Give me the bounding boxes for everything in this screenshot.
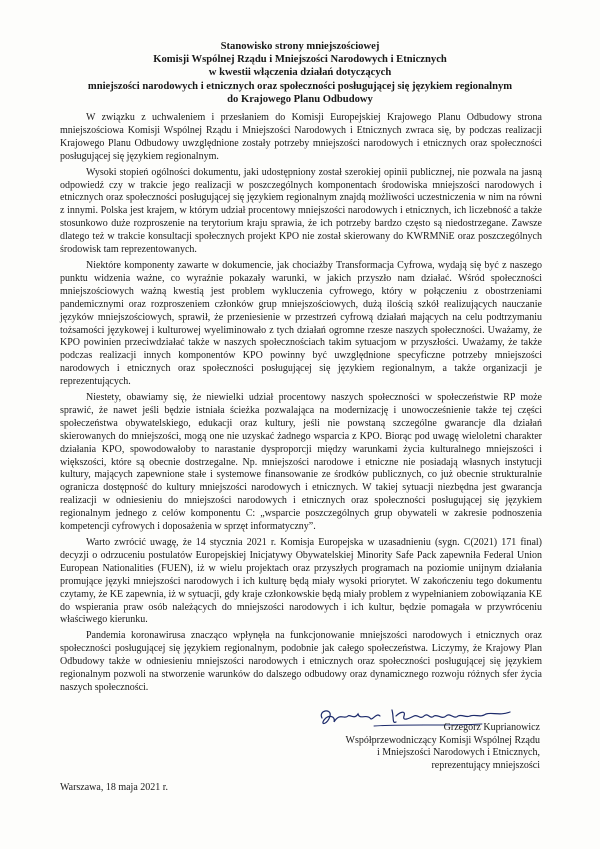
signatory-role-3: reprezentujący mniejszości	[431, 759, 540, 771]
signature-block	[300, 704, 540, 784]
paragraph-1: W związku z uchwaleniem i przesłaniem do Komisji Europejskiej Krajowego Planu Odbudowy strona mniejszościowa Komisji Wspólnej Rządu i Mniejszości Narodowych i Etnicznych zwraca się, by podczas realizacji Krajowego Planu Odbudowy uwzględnione zostały potrzeby mniejszości narodowych i etnicznych oraz społeczności posługującej się językiem regionalnym.	[60, 112, 542, 162]
title-line-4: mniejszości narodowych i etnicznych oraz społeczności posługującej się językiem regionalnym	[87, 80, 513, 92]
title-line-1: Stanowisko strony mniejszościowej	[220, 41, 380, 52]
place-and-date: Warszawa, 18 maja 2021 r.	[60, 782, 169, 793]
title-line-2: Komisji Wspólnej Rządu i Mniejszości Narodowych i Etnicznych	[153, 54, 447, 66]
title-line-3: w kwestii włączenia działań dotyczących	[208, 67, 392, 79]
signatory-details	[300, 722, 540, 772]
document-title	[60, 40, 540, 106]
paragraph-3: Niektóre komponenty zawarte w dokumencie, jak chociażby Transformacja Cyfrowa, wydają się być z naszego punktu widzenia ważne, co wyraźnie pokazały warunki, w jakich przyszło nam działać. Wśród społeczności mniejszościowych ważną kwestią jest problem wykluczenia cyfrowego, który w połączeniu z obostrzeniami pandemicznymi oraz rozproszeniem członków grup mniejszościowych, dużą ilością szkół realizujących nauczanie języków mniejszościowych, sprawił, że przeniesienie w przestrzeń cyfrową działań mających na celu podtrzymaniu tożsamości językowej i kulturowej wyeliminowało z tych działań ogromne rzesze naszych społeczności. Uważamy, że KPO powinien przeciwdziałać także w naszych społecznościach takim sytuacjom w przyszłości. Uważamy, że także podczas realizacji innych komponentów KPO powinny być uwzględnione specyficzne potrzeby mniejszości narodowych i etnicznych oraz społeczności posługującej się językiem regionalnym, a także organizacji je reprezentujących.	[60, 259, 542, 388]
signatory-name: Grzegorz Kuprianowicz	[443, 722, 540, 733]
signatory-role-1: Współprzewodniczący Komisji Wspólnej Rządu	[345, 734, 540, 746]
paragraph-6: Pandemia koronawirusa znacząco wpłynęła na funkcjonowanie mniejszości narodowych i etnicznych oraz społeczności posługującej się językiem regionalnym, podobnie jak całego społeczeństwa. Liczymy, że Krajowy Plan Odbudowy także w odniesieniu mniejszości narodowych i etnicznych oraz społeczności posługującej się językiem regionalnym pozwoli na stworzenie warunków do dalszego odbudowy oraz dynamicznego rozwoju różnych sfer życia naszych społeczności.	[60, 630, 542, 693]
title-line-5: do Krajowego Planu Odbudowy	[227, 93, 373, 105]
paragraph-5: Warto zwrócić uwagę, że 14 stycznia 2021 r. Komisja Europejska w uzasadnieniu (sygn. C(2021) 171 final) decyzji o odrzuceniu postulatów Europejskiej Inicjatywy Obywatelskiej Minority Safe Pack zapewniła Federal Union European Nationalities (FUEN), iż w wielu projektach oraz przyszłych programach na poziomie unijnym działania promujące języki mniejszości narodowych i ich kulturę będą miały wysoki priorytet. W zakończeniu tego dokumentu czytamy, że KE zapewnia, iż w sytuacji, gdy kraje członkowskie będą miały problem z wypełnianiem zobowiązania KE do wspierania praw osób należących do mniejszości narodowych i ich kultur, będzie pomagała w przywróceniu właściwego kierunku.	[60, 537, 542, 626]
signatory-role-2: i Mniejszości Narodowych i Etnicznych,	[376, 747, 540, 759]
document-body	[60, 112, 542, 698]
paragraph-2: Wysoki stopień ogólności dokumentu, jaki udostępniony został szerokiej opinii publicznej, nie pozwala na jasną odpowiedź czy w trakcie jego realizacji w poszczególnych komponentach środowiska mniejszości narodowych i etnicznych oraz społeczności posługującej się językiem regionalnym znajdą możliwości uczestniczenia w nim na równi z innymi. Polska jest krajem, w którym udział procentowy mniejszości narodowych i etnicznych, ich liczebność a także stosunkowo duże rozproszenie na terytorium kraju sprawia, że ich potrzeby bardzo często są niedostrzegane. Zawsze dlatego też w trakcie konsultacji społecznych projekt KPO nie został skierowany do KWRMNiE oraz poszczególnych środowisk tam reprezentowanych.	[60, 166, 542, 256]
paragraph-4: Niestety, obawiamy się, że niewielki udział procentowy naszych społeczności w społeczeństwie RP może sprawić, że nawet jeśli będzie istniała ścieżka pozwalająca na modernizację i unowocześnienie także tej części społeczeństwa obywatelskiego, edukacji oraz kultury, jeśli nie powstaną szczególne gwarancje dla działań skierowanych do mniejszości, mogą one nie uzyskać żadnego wsparcia z KPO. Biorąc pod uwagę wieloletni charakter działania KPO, spowodowałoby to narastanie dysproporcji między warunkami życia kulturalnego mniejszości i większości, które są obecnie dostrzegalne. Np. mniejszości narodowe i etniczne nie posiadają własnych instytucji kultury, mających zapewnione stałe i systemowe finansowanie ze środków publicznych, co już obecnie strukturalnie ogranicza dostępność do kultury mniejszości narodowych i etnicznych. W takiej sytuacji niezbędna jest gwarancja realizacji w odniesieniu do mniejszości narodowych i etnicznych oraz społeczności posługującej się językiem regionalnym jednego z celów komponentu C: „wsparcie poszczególnych grup obywateli w zakresie podnoszenia kompetencji cyfrowych i doposażenia w sprzęt informatyczny”.	[60, 392, 542, 533]
